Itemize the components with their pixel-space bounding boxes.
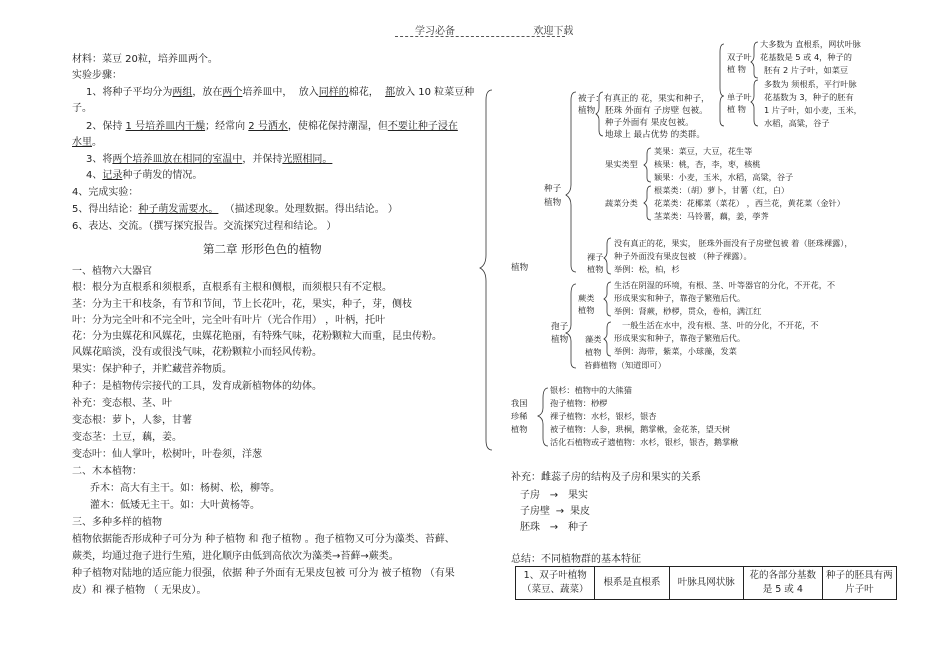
tree-line: 乔木：高大有主干。如：杨树、松，柳等。 — [90, 483, 280, 494]
mono-line-4: 水稻，高粱，谷子 — [764, 118, 830, 128]
algae-line-3: 举例：海带，紫菜，小球藻，发菜 — [614, 346, 737, 356]
rare-line-2: 孢子植物：桫椤 — [550, 398, 608, 408]
step-2: 2、保持 1 号培养皿内干燥；经常向 2 号洒水，使棉花保持潮湿，但不要让种子浸在 — [86, 121, 458, 132]
angio-desc-1b: 胚珠 外面有 子房壁 包被。 — [605, 106, 708, 116]
veg-line-1: 根菜类：（胡）萝卜，甘薯（红，白） — [654, 185, 790, 195]
flower-line: 花：分为虫媒花和风媒花，虫媒花艳丽，有特殊气味，花粉颗粒大而重，昆虫传粉。 — [72, 331, 442, 342]
rare-line-5: 活化石植物或孑遗植物：水杉，银杉，银杏，鹅掌楸 — [550, 437, 739, 447]
rare-label-2: 珍稀 — [511, 411, 528, 421]
stem-line: 茎：分为主干和枝条，有节和节间，节上长花叶，花，果实，种子，芽，侧枝 — [72, 299, 412, 310]
gymno-line-3: 举例：松，柏，杉 — [614, 264, 680, 274]
fern-label-1: 蕨类 — [578, 293, 595, 303]
rare-label-3: 植物 — [511, 424, 528, 434]
complete-experiment: 4、完成实验： — [72, 187, 139, 198]
classify-line-4: 皮）和 裸子植物 （ 无果皮）。 — [72, 585, 207, 596]
fruit-line-1: 荚果：菜豆，大豆，花生等 — [654, 146, 753, 156]
step-4: 4、记录种子萌发的情况。 — [86, 170, 203, 181]
algae-label-1: 藻类 — [585, 334, 602, 344]
angio-label-2: 植物 — [578, 106, 596, 116]
relation-row-3: 胚珠 → 种子 — [520, 522, 588, 533]
classify-line-2: 蕨类，均通过孢子进行生殖，进化顺序由低到高依次为藻类→苔藓→蕨类。 — [72, 551, 399, 562]
mono-label-1: 单子叶 — [727, 92, 752, 102]
table-row — [516, 567, 897, 600]
fern-line-1: 生活在阴湿的环境，有根、茎、叶等器官的分化，不开花，不 — [614, 280, 836, 290]
conclusion: 5、得出结论：种子萌发需要水。 （描述现象。处理数据。得出结论。 ） — [72, 204, 398, 215]
dicot-line-2: 花基数是 5 或 4，种子的 — [760, 52, 852, 62]
header-left: 学习必备 — [415, 26, 455, 37]
summary-title: 总结：不同植物群的基本特征 — [511, 554, 641, 565]
classify-line-3: 种子植物对陆地的适应能力很强，依据 种子外面有无果皮包被 可分为 被子植物 （有果 — [72, 568, 455, 579]
tree-root-plants: 植物 — [511, 263, 529, 273]
root-line: 根：根分为直根系和须根系，直根系有主根和侧根，而须根只有不定根。 — [72, 282, 392, 293]
classify-line-1: 植物依据能否形成种子可分为 种子植物 和 孢子植物 。孢子植物又可分为藻类、苔藓、 — [72, 534, 455, 545]
algae-line-2: 形成果实和种子，靠孢子繁殖后代。 — [614, 333, 746, 343]
spore-label-2: 植物 — [551, 335, 569, 345]
header-right: 欢迎下载 — [533, 26, 574, 37]
summary-cell-4: 花的各部分基数是 5 或 4 — [743, 567, 822, 600]
fruit-line-2: 核果：桃，杏，李，枣，核桃 — [654, 159, 761, 169]
gymno-label-1: 裸子 — [587, 252, 604, 262]
relation-row-1: 子房 → 果实 — [520, 490, 588, 501]
chapter-title: 第二章 形形色色的植物 — [203, 242, 322, 256]
mono-line-3: 1 片子叶，如小麦，玉米， — [764, 105, 862, 115]
fern-line-2: 形成果实和种子，靠孢子繁殖后代。 — [614, 293, 746, 303]
relation-row-2: 子房壁 → 果皮 — [520, 506, 590, 517]
dicot-label-1: 双子叶 — [727, 52, 752, 62]
shrub-line: 灌木：低矮无主干。如：大叶黄杨等。 — [90, 500, 260, 511]
moss-line: 苔藓植物（知道即可） — [584, 360, 666, 370]
rare-line-3: 裸子植物：水杉，银杉，银杏 — [550, 411, 657, 421]
seed-line: 种子：是植物传宗接代的工具，发育成新植物体的幼体。 — [72, 381, 322, 392]
relation-title: 补充：雌蕊子房的结构及子房和果实的关系 — [511, 472, 701, 483]
summary-cell-2: 根系是直根系 — [595, 567, 669, 600]
steps-title: 实验步骤： — [72, 70, 122, 81]
step-1: 1、将种子平均分为两组，放在两个培养皿中， 放入同样的棉花， 都放入 10 粒菜豆种 — [86, 87, 475, 98]
veg-label: 蔬菜分类 — [605, 198, 638, 208]
modified-root: 变态根：萝卜，人参，甘薯 — [72, 415, 192, 426]
mono-line-1: 多数为 须根系，平行叶脉 — [764, 79, 857, 89]
angio-desc-1a: 被子：有真正的 花，果实和种子， — [578, 94, 710, 104]
fruit-type-label: 果实类型 — [605, 159, 638, 169]
section-2-title: 二、木本植物： — [72, 466, 142, 477]
gymno-label-2: 植物 — [587, 264, 604, 274]
summary-cell-1: 1、双子叶植物（菜豆、蔬菜） — [516, 567, 595, 600]
materials: 材料：菜豆 20粒，培养皿两个。 — [72, 54, 218, 65]
summary-cell-5: 种子的胚具有两片子叶 — [822, 567, 896, 600]
section-1-title: 一、植物六大器官 — [72, 266, 152, 277]
angio-desc-3: 地球上 最占优势 的类群。 — [605, 130, 705, 140]
supplement-line: 补充：变态根、茎、叶 — [72, 398, 172, 409]
algae-label-2: 植物 — [585, 347, 602, 357]
dicot-line-1: 大多数为 直根系，网状叶脉 — [760, 39, 861, 49]
express: 6、表达、交流。（撰写探究报告。交流探究过程和结论。 ） — [72, 221, 337, 232]
dicot-label-2: 植 物 — [727, 64, 746, 74]
gymno-line-1: 没有真正的花，果实， 胚珠外面没有子房壁包被 着（胚珠裸露）， — [614, 238, 853, 248]
mono-line-2: 花基数为 3，种子的胚有 — [764, 92, 854, 102]
fruit-line: 果实：保护种子，并贮藏营养物质。 — [72, 364, 232, 375]
seed-plants-l1: 种子 — [544, 184, 562, 194]
gymno-line-2: 种子外面没有果皮包被 （种子裸露）。 — [614, 251, 752, 261]
dicot-line-3: 胚有 2 片子叶，如菜豆 — [764, 65, 849, 75]
summary-cell-3: 叶脉具网状脉 — [669, 567, 743, 600]
spore-label-1: 孢子 — [551, 322, 569, 332]
fern-label-2: 植物 — [578, 305, 595, 315]
angio-desc-2: 种子外面有 果皮包被。 — [605, 118, 694, 128]
wind-flower-line: 风媒花暗淡，没有或很浅气味，花粉颗粒小而轻风传粉。 — [72, 347, 322, 358]
seed-plants-l2: 植物 — [544, 198, 562, 208]
step-1-wrap: 子。 — [72, 103, 92, 114]
veg-line-3: 茎菜类：马铃薯，藕，姜，荸荠 — [654, 211, 769, 221]
rare-line-4: 被子植物：人参，珙桐，鹅掌楸，金花茶，望天树 — [550, 424, 731, 434]
section-3-title: 三、多种多样的植物 — [72, 517, 162, 528]
fruit-line-3: 颖果：小麦，玉米，水稻，高粱，谷子 — [654, 172, 794, 182]
algae-line-1: 一般生活在水中，没有根、茎、叶的分化，不开花，不 — [622, 320, 819, 330]
veg-line-2: 花菜类：花椰菜（菜花） ，西兰花，黄花菜（金针） — [654, 198, 845, 208]
mono-label-2: 植 物 — [727, 104, 746, 114]
step-2-wrap: 水里。 — [72, 137, 102, 148]
fern-line-3: 举例：肾蕨，桫椤，贯众，卷柏，满江红 — [614, 306, 762, 316]
rare-line-1: 银杉：植物中的大熊猫 — [550, 385, 632, 395]
summary-table — [515, 566, 897, 600]
rare-label-1: 我国 — [511, 398, 528, 408]
modified-leaf: 变态叶：仙人掌叶，松树叶，叶卷须，洋葱 — [72, 449, 262, 460]
step-3: 3、将两个培养皿放在相同的室温中，并保持光照相同。 — [86, 154, 333, 165]
modified-stem: 变态茎：土豆，藕，姜。 — [72, 432, 182, 443]
leaf-line: 叶：分为完全叶和不完全叶，完全叶有叶片（光合作用） ，叶柄，托叶 — [72, 315, 386, 326]
